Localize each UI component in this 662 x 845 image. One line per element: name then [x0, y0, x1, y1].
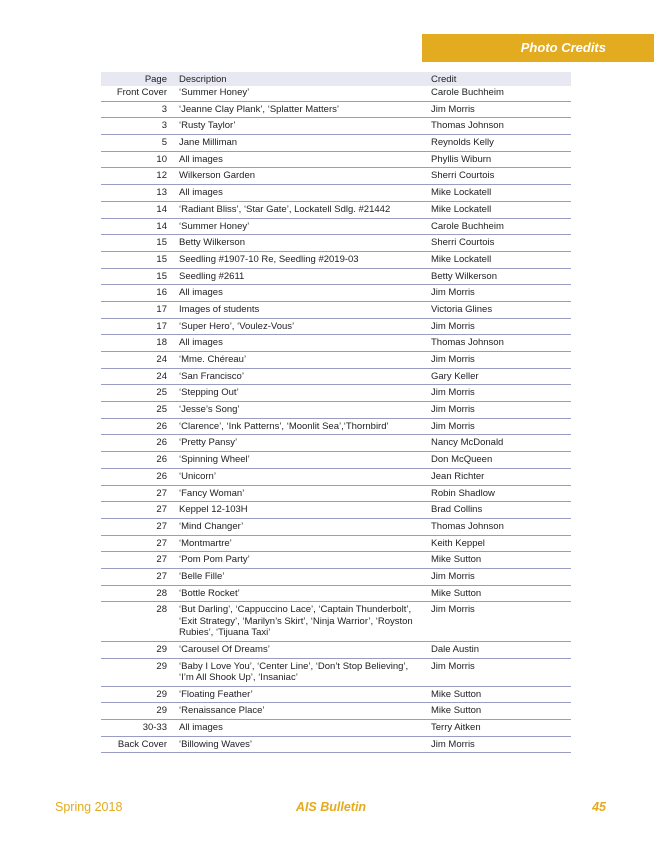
- row-page: 25: [101, 385, 175, 402]
- table-row: [101, 468, 571, 485]
- row-description: ‘Renaissance Place’: [175, 703, 423, 720]
- row-description: ‘Mind Changer’: [175, 518, 423, 535]
- table-header-row: [101, 72, 571, 86]
- row-credit: Jim Morris: [423, 736, 571, 753]
- row-credit: Carole Buchheim: [423, 86, 571, 101]
- row-page: 15: [101, 235, 175, 252]
- row-credit: Brad Collins: [423, 502, 571, 519]
- row-credit: Mike Sutton: [423, 703, 571, 720]
- table-row: [101, 235, 571, 252]
- table-row: [101, 218, 571, 235]
- table-row: [101, 86, 571, 101]
- row-page: 27: [101, 568, 175, 585]
- row-page: 24: [101, 368, 175, 385]
- row-description: ‘Jeanne Clay Plank’, ‘Splatter Matters’: [175, 101, 423, 118]
- row-page: 29: [101, 703, 175, 720]
- row-page: 27: [101, 535, 175, 552]
- table-row: [101, 435, 571, 452]
- footer-issue: Spring 2018: [55, 800, 123, 814]
- row-page: Front Cover: [101, 86, 175, 101]
- table-row: [101, 568, 571, 585]
- row-description: ‘Belle Fille’: [175, 568, 423, 585]
- table-row: [101, 251, 571, 268]
- row-page: 3: [101, 101, 175, 118]
- row-page: 15: [101, 268, 175, 285]
- table-row: [101, 719, 571, 736]
- row-description: All images: [175, 335, 423, 352]
- row-description: Seedling #2611: [175, 268, 423, 285]
- row-credit: Thomas Johnson: [423, 118, 571, 135]
- column-header-description: Description: [179, 74, 227, 86]
- row-credit: Nancy McDonald: [423, 435, 571, 452]
- row-credit: Betty Wilkerson: [423, 268, 571, 285]
- row-page: 13: [101, 185, 175, 202]
- table-row: [101, 402, 571, 419]
- row-description: ‘Baby I Love You’, ‘Center Line’, ‘Don’t Stop Believing’, ‘I’m All Shook Up’, ‘Insaniac’: [175, 658, 423, 686]
- row-page: 14: [101, 218, 175, 235]
- row-credit: Jim Morris: [423, 658, 571, 686]
- row-description: ‘Rusty Taylor’: [175, 118, 423, 135]
- row-credit: Jim Morris: [423, 318, 571, 335]
- row-page: 29: [101, 658, 175, 686]
- row-description: Seedling #1907-10 Re, Seedling #2019-03: [175, 251, 423, 268]
- footer-page-number: 45: [592, 800, 606, 814]
- row-page: 16: [101, 285, 175, 302]
- row-page: 27: [101, 518, 175, 535]
- row-description: Images of students: [175, 301, 423, 318]
- column-header-credit: Credit: [431, 74, 457, 86]
- row-page: 5: [101, 135, 175, 152]
- table-row: [101, 552, 571, 569]
- footer-publication: AIS Bulletin: [295, 800, 367, 814]
- table-row: [101, 385, 571, 402]
- table-row: [101, 535, 571, 552]
- row-credit: Carole Buchheim: [423, 218, 571, 235]
- row-page: 28: [101, 585, 175, 602]
- row-description: All images: [175, 285, 423, 302]
- row-credit: Don McQueen: [423, 452, 571, 469]
- row-description: ‘Unicorn’: [175, 468, 423, 485]
- row-description: ‘Mme. Chéreau’: [175, 352, 423, 369]
- row-description: Betty Wilkerson: [175, 235, 423, 252]
- table-row: [101, 318, 571, 335]
- row-description: ‘Montmartre’: [175, 535, 423, 552]
- row-credit: Jim Morris: [423, 385, 571, 402]
- row-description: ‘Spinning Wheel’: [175, 452, 423, 469]
- row-page: 27: [101, 485, 175, 502]
- table-row: [101, 585, 571, 602]
- table-row: [101, 185, 571, 202]
- row-description: ‘San Francisco’: [175, 368, 423, 385]
- table-row: [101, 335, 571, 352]
- row-description: ‘Fancy Woman’: [175, 485, 423, 502]
- row-credit: Reynolds Kelly: [423, 135, 571, 152]
- row-page: 3: [101, 118, 175, 135]
- row-description: ‘Stepping Out’: [175, 385, 423, 402]
- row-description: Wilkerson Garden: [175, 168, 423, 185]
- row-credit: Thomas Johnson: [423, 518, 571, 535]
- row-credit: Jim Morris: [423, 352, 571, 369]
- row-credit: Phyllis Wiburn: [423, 151, 571, 168]
- row-description: ‘Radiant Bliss’, ‘Star Gate’, Lockatell Sdlg. #21442: [175, 201, 423, 218]
- row-page: 30-33: [101, 719, 175, 736]
- row-credit: Robin Shadlow: [423, 485, 571, 502]
- row-credit: Sherri Courtois: [423, 168, 571, 185]
- row-page: 12: [101, 168, 175, 185]
- row-credit: Keith Keppel: [423, 535, 571, 552]
- row-credit: Dale Austin: [423, 641, 571, 658]
- row-credit: Jim Morris: [423, 602, 571, 642]
- row-description: All images: [175, 151, 423, 168]
- credit-rows: [101, 86, 571, 753]
- row-page: 29: [101, 686, 175, 703]
- row-page: 26: [101, 468, 175, 485]
- table-row: [101, 201, 571, 218]
- row-description: ‘Summer Honey’: [175, 86, 423, 101]
- row-credit: Mike Lockatell: [423, 201, 571, 218]
- table-row: [101, 368, 571, 385]
- row-page: 27: [101, 552, 175, 569]
- table-row: [101, 135, 571, 152]
- table-row: [101, 301, 571, 318]
- row-credit: Jim Morris: [423, 285, 571, 302]
- column-header-page: Page: [144, 74, 167, 86]
- row-credit: Mike Lockatell: [423, 251, 571, 268]
- row-credit: Jim Morris: [423, 101, 571, 118]
- table-row: [101, 641, 571, 658]
- photo-credits-table: [101, 72, 571, 753]
- row-description: ‘Carousel Of Dreams’: [175, 641, 423, 658]
- table-row: [101, 168, 571, 185]
- photo-credits-banner: Photo Credits: [422, 34, 654, 62]
- row-description: ‘Super Hero’, ‘Voulez-Vous’: [175, 318, 423, 335]
- row-credit: Jim Morris: [423, 568, 571, 585]
- row-page: Back Cover: [101, 736, 175, 753]
- row-credit: Jim Morris: [423, 402, 571, 419]
- row-description: ‘Billowing Waves’: [175, 736, 423, 753]
- table-row: [101, 118, 571, 135]
- row-description: ‘Pom Pom Party’: [175, 552, 423, 569]
- row-description: ‘Bottle Rocket’: [175, 585, 423, 602]
- table-row: [101, 658, 571, 686]
- row-page: 28: [101, 602, 175, 642]
- table-row: [101, 352, 571, 369]
- table-row: [101, 686, 571, 703]
- row-description: ‘Pretty Pansy’: [175, 435, 423, 452]
- row-description: All images: [175, 719, 423, 736]
- row-page: 24: [101, 352, 175, 369]
- row-credit: Terry Aitken: [423, 719, 571, 736]
- row-page: 17: [101, 318, 175, 335]
- row-page: 29: [101, 641, 175, 658]
- row-description: ‘Floating Feather’: [175, 686, 423, 703]
- row-credit: Mike Sutton: [423, 686, 571, 703]
- row-description: ‘Summer Honey’: [175, 218, 423, 235]
- row-page: 26: [101, 418, 175, 435]
- row-credit: Jim Morris: [423, 418, 571, 435]
- row-credit: Mike Sutton: [423, 552, 571, 569]
- row-page: 26: [101, 452, 175, 469]
- table-row: [101, 485, 571, 502]
- row-description: Jane Milliman: [175, 135, 423, 152]
- row-description: ‘Jesse’s Song’: [175, 402, 423, 419]
- table-row: [101, 268, 571, 285]
- row-credit: Jean Richter: [423, 468, 571, 485]
- row-page: 25: [101, 402, 175, 419]
- row-description: ‘Clarence’, ‘Ink Patterns’, ‘Moonlit Sea’,‘Thornbird’: [175, 418, 423, 435]
- row-page: 15: [101, 251, 175, 268]
- row-page: 18: [101, 335, 175, 352]
- row-page: 10: [101, 151, 175, 168]
- row-credit: Victoria Glines: [423, 301, 571, 318]
- row-description: All images: [175, 185, 423, 202]
- row-page: 27: [101, 502, 175, 519]
- row-credit: Thomas Johnson: [423, 335, 571, 352]
- row-description: ‘But Darling’, ‘Cappuccino Lace’, ‘Captain Thunderbolt’, ‘Exit Strategy’, ‘Marilyn’s Skirt’, ‘Ninja Warrior’, ‘Royston Rubies’, ‘Tijuana Taxi’: [175, 602, 423, 642]
- table-row: [101, 285, 571, 302]
- row-page: 26: [101, 435, 175, 452]
- table-row: [101, 101, 571, 118]
- row-page: 17: [101, 301, 175, 318]
- row-credit: Sherri Courtois: [423, 235, 571, 252]
- row-credit: Mike Sutton: [423, 585, 571, 602]
- table-row: [101, 736, 571, 753]
- row-description: Keppel 12-103H: [175, 502, 423, 519]
- row-credit: Gary Keller: [423, 368, 571, 385]
- table-row: [101, 703, 571, 720]
- table-row: [101, 602, 571, 642]
- row-credit: Mike Lockatell: [423, 185, 571, 202]
- row-page: 14: [101, 201, 175, 218]
- table-row: [101, 502, 571, 519]
- table-row: [101, 452, 571, 469]
- table-row: [101, 518, 571, 535]
- table-row: [101, 418, 571, 435]
- table-row: [101, 151, 571, 168]
